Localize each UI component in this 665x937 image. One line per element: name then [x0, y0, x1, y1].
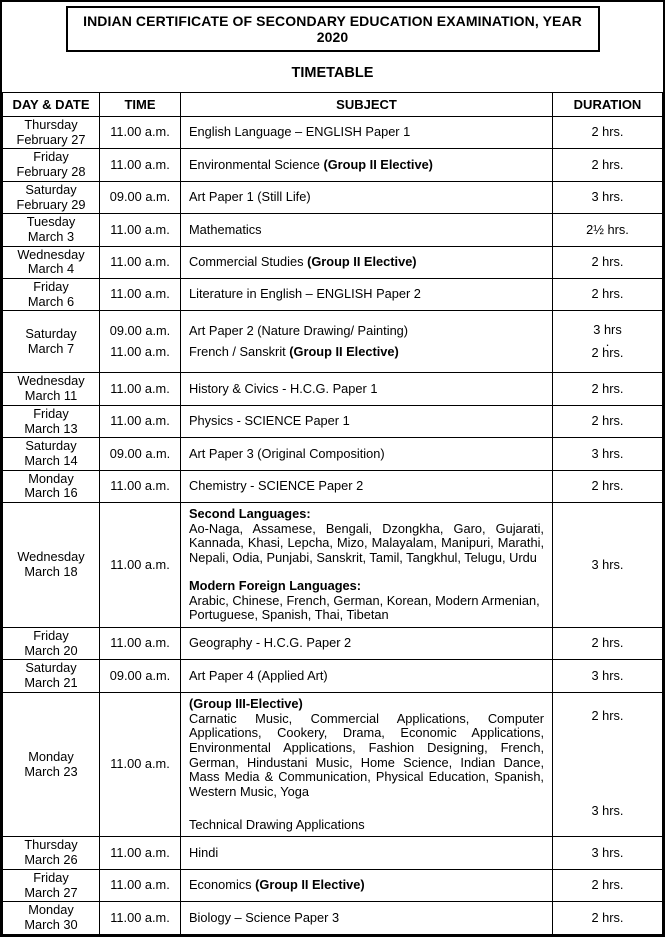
day-date: March 11	[24, 388, 78, 404]
day-name: Saturday	[25, 181, 77, 197]
subject-cell	[181, 311, 553, 373]
subject-list-second-languages: Ao-Naga, Assamese, Bengali, Dzongkha, Garo, Gujarati, Kannada, Khasi, Lepcha, Mizo, Malayalam, Manipuri, Marathi, Nepali, Odia, Punjabi, Sanskrit, Tamil, Tangkhul, Telugu, Urdu	[189, 520, 544, 566]
time-cell: 11.00 a.m.	[100, 692, 181, 837]
day-date: February 28	[16, 164, 86, 180]
subject-cell	[181, 438, 553, 470]
subject-cell	[181, 181, 553, 213]
day-date: March 13	[24, 420, 78, 436]
subject-cell	[181, 279, 553, 311]
time-cell: 11.00 a.m.	[100, 902, 181, 934]
day-date-cell	[3, 869, 100, 901]
duration-cell: 2 hrs.	[553, 470, 663, 502]
table-row	[3, 627, 663, 659]
duration-bottom: 3 hrs.	[591, 802, 624, 818]
time-cell: 11.00 a.m.	[100, 405, 181, 437]
day-date: March 30	[24, 916, 78, 932]
day-name: Saturday	[25, 438, 77, 454]
duration-cell: 2 hrs.	[553, 869, 663, 901]
table-row-march-18	[3, 503, 663, 628]
day-date-cell	[3, 149, 100, 181]
duration-cell: 3 hrs.	[553, 837, 663, 869]
subject-cell	[181, 373, 553, 405]
day-name: Thursday	[24, 837, 78, 853]
duration-entry-1: 3 hrs	[593, 322, 622, 338]
subject-text: Art Paper 3 (Original Composition)	[189, 445, 385, 461]
day-date: March 26	[24, 852, 78, 868]
table-row	[3, 837, 663, 869]
day-name: Tuesday	[26, 214, 76, 230]
duration-top: 2 hrs.	[591, 707, 624, 723]
day-date-cell	[3, 837, 100, 869]
day-name: Wednesday	[17, 246, 85, 262]
table-row	[3, 902, 663, 934]
time-cell: 09.00 a.m.	[100, 438, 181, 470]
column-header-day-date: DAY & DATE	[3, 93, 100, 117]
table-row	[3, 214, 663, 246]
day-name: Monday	[28, 902, 74, 918]
duration-wrap-dot: .	[605, 334, 610, 350]
day-name: Friday	[33, 405, 69, 421]
duration-entry-2: 2 hrs.	[591, 344, 624, 360]
day-name: Friday	[33, 279, 69, 295]
column-header-duration: DURATION	[553, 93, 663, 117]
day-date: March 18	[24, 564, 78, 580]
day-date: March 16	[24, 485, 78, 501]
day-name: Saturday	[25, 326, 77, 342]
subject-list-group-iii-elective: Carnatic Music, Commercial Applications, Computer Applications, Cookery, Drama, Economic Applications, Environmental Applications, Fashion Designing, French, German, Hindustani Music, Home Science, Indian Dance, Mass Media & Communication, Physical Education, Spanish, Western Music, Yoga	[189, 710, 544, 800]
table-row	[3, 149, 663, 181]
day-date-cell	[3, 373, 100, 405]
time-cell: 11.00 a.m.	[100, 837, 181, 869]
table-row	[3, 373, 663, 405]
table-row-march-7	[3, 311, 663, 373]
subject-cell	[181, 149, 553, 181]
day-date: February 27	[16, 131, 86, 147]
subject-heading-group-iii-elective: (Group III-Elective)	[189, 695, 303, 711]
duration-cell: 2 hrs.	[553, 117, 663, 149]
table-row	[3, 438, 663, 470]
day-date-cell	[3, 902, 100, 934]
day-date-cell	[3, 279, 100, 311]
day-date: March 4	[27, 261, 75, 277]
day-date: March 21	[24, 675, 78, 691]
subject-technical-drawing: Technical Drawing Applications	[189, 816, 365, 832]
day-date: March 23	[24, 763, 78, 779]
day-name: Thursday	[24, 117, 78, 132]
duration-cell: 2 hrs.	[553, 246, 663, 278]
time-cell: 11.00 a.m.	[100, 470, 181, 502]
table-row	[3, 869, 663, 901]
duration-cell: 2 hrs.	[553, 627, 663, 659]
table-row	[3, 405, 663, 437]
day-date-cell	[3, 627, 100, 659]
subject-text: Biology – Science Paper 3	[189, 909, 340, 925]
day-date-cell	[3, 311, 100, 373]
time-cell: 11.00 a.m.	[100, 149, 181, 181]
subject-text: Art Paper 1 (Still Life)	[189, 189, 311, 205]
time-cell: 09.00 a.m.	[100, 660, 181, 692]
duration-cell	[553, 311, 663, 373]
day-date-cell	[3, 470, 100, 502]
subject-text: Hindi	[189, 844, 219, 860]
title-box	[66, 6, 600, 52]
table-row	[3, 181, 663, 213]
time-entry-2: 11.00 a.m.	[110, 344, 170, 360]
day-date-cell	[3, 405, 100, 437]
day-date-cell	[3, 181, 100, 213]
duration-cell: 3 hrs.	[553, 660, 663, 692]
subject-text: Environmental Science	[189, 156, 324, 172]
subject-text: Geography - H.C.G. Paper 2	[189, 635, 352, 651]
day-date-cell	[3, 503, 100, 628]
subject-text: Art Paper 2 (Nature Drawing/ Painting)	[189, 322, 409, 338]
document-subtitle: TIMETABLE	[291, 65, 374, 81]
time-cell: 11.00 a.m.	[100, 279, 181, 311]
duration-cell: 3 hrs.	[553, 181, 663, 213]
subject-elective-bold: (Group II Elective)	[289, 344, 399, 360]
day-name: Friday	[33, 627, 69, 643]
subject-text: Mathematics	[189, 221, 262, 237]
subject-text: French / Sanskrit (Group II Elective)	[189, 344, 399, 360]
time-cell: 09.00 a.m.	[100, 181, 181, 213]
time-cell	[100, 311, 181, 373]
subject-elective-bold: (Group II Elective)	[255, 877, 365, 893]
subject-heading-modern-foreign-languages: Modern Foreign Languages:	[189, 577, 362, 593]
table-row	[3, 279, 663, 311]
day-name: Friday	[33, 869, 69, 885]
subject-cell	[181, 405, 553, 437]
time-cell: 11.00 a.m.	[100, 214, 181, 246]
time-cell: 11.00 a.m.	[100, 246, 181, 278]
day-date-cell	[3, 660, 100, 692]
duration-cell	[553, 692, 663, 837]
header-row	[3, 93, 663, 117]
subject-cell	[181, 660, 553, 692]
duration-cell: 3 hrs.	[553, 438, 663, 470]
time-cell: 11.00 a.m.	[100, 627, 181, 659]
subject-heading-second-languages: Second Languages:	[189, 506, 311, 522]
subject-text: Physics - SCIENCE Paper 1	[189, 413, 350, 429]
subject-cell	[181, 246, 553, 278]
day-date: February 29	[16, 196, 86, 212]
day-date-cell	[3, 246, 100, 278]
table-row	[3, 117, 663, 149]
subject-elective-bold: (Group II Elective)	[323, 156, 433, 172]
timetable	[2, 92, 663, 935]
table-row	[3, 246, 663, 278]
time-cell: 11.00 a.m.	[100, 373, 181, 405]
day-date: March 14	[24, 452, 78, 468]
day-name: Wednesday	[17, 549, 85, 565]
day-date: March 7	[27, 340, 75, 356]
day-date: March 3	[27, 228, 75, 244]
subject-cell	[181, 627, 553, 659]
day-date-cell	[3, 692, 100, 837]
subject-text: Commercial Studies	[189, 253, 308, 269]
table-row-march-23	[3, 692, 663, 837]
subject-text: Literature in English – ENGLISH Paper 2	[189, 286, 421, 302]
duration-cell: 3 hrs.	[553, 503, 663, 628]
subject-text: English Language – ENGLISH Paper 1	[189, 124, 411, 140]
subject-cell	[181, 692, 553, 837]
subject-text: Economics	[189, 877, 256, 893]
duration-cell: 2 hrs.	[553, 149, 663, 181]
subject-cell	[181, 117, 553, 149]
subject-cell	[181, 902, 553, 934]
time-cell: 11.00 a.m.	[100, 117, 181, 149]
day-date-cell	[3, 117, 100, 149]
subject-text: Art Paper 4 (Applied Art)	[189, 667, 328, 683]
subject-elective-bold: (Group II Elective)	[307, 253, 417, 269]
subject-text: History & Civics - H.C.G. Paper 1	[189, 380, 378, 396]
subject-cell	[181, 869, 553, 901]
table-row	[3, 660, 663, 692]
duration-cell: 2 hrs.	[553, 279, 663, 311]
duration-cell: 2 hrs.	[553, 902, 663, 934]
duration-cell: 2½ hrs.	[553, 214, 663, 246]
day-date: March 27	[24, 884, 78, 900]
day-name: Monday	[28, 470, 74, 486]
time-cell: 11.00 a.m.	[100, 869, 181, 901]
subject-cell	[181, 214, 553, 246]
day-name: Wednesday	[17, 373, 85, 389]
day-name: Saturday	[25, 660, 77, 676]
time-entry-1: 09.00 a.m.	[109, 322, 171, 338]
day-date-cell	[3, 214, 100, 246]
day-name: Friday	[33, 149, 69, 165]
column-header-subject: SUBJECT	[181, 93, 553, 117]
duration-cell: 2 hrs.	[553, 373, 663, 405]
time-cell: 11.00 a.m.	[100, 503, 181, 628]
page-title: INDIAN CERTIFICATE OF SECONDARY EDUCATION EXAMINATION, YEAR 2020	[83, 13, 582, 45]
subject-list-modern-foreign-languages: Arabic, Chinese, French, German, Korean, Modern Armenian, Portuguese, Spanish, Thai, Tibetan	[189, 592, 540, 623]
day-date: March 6	[27, 293, 75, 309]
duration-cell: 2 hrs.	[553, 405, 663, 437]
subject-cell	[181, 503, 553, 628]
subject-text: Chemistry - SCIENCE Paper 2	[189, 478, 364, 493]
column-header-time: TIME	[100, 93, 181, 117]
day-date: March 20	[24, 642, 78, 658]
subject-cell	[181, 470, 553, 502]
table-row	[3, 470, 663, 502]
day-date-cell	[3, 438, 100, 470]
subject-cell	[181, 837, 553, 869]
day-name: Monday	[28, 748, 74, 764]
